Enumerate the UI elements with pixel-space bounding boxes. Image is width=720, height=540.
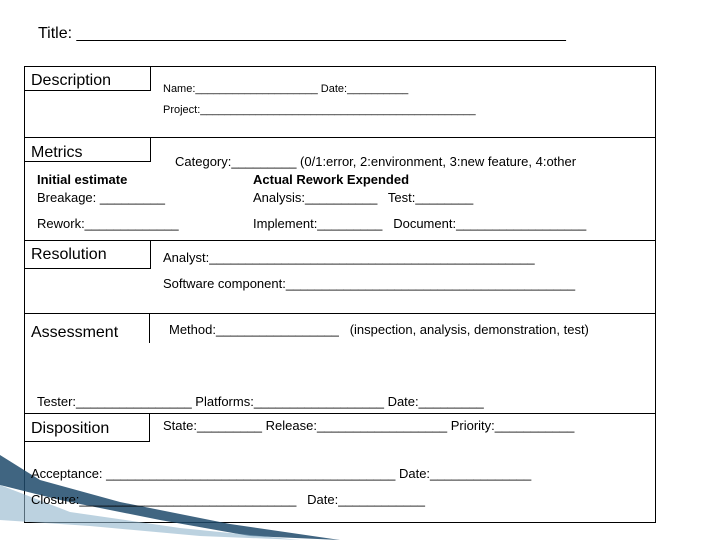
actual-rework-label: Actual Rework Expended [253, 172, 410, 187]
state-release-priority-field[interactable]: State:_________ Release:__________________ Priority:___________ [163, 418, 575, 433]
metrics-heading: Metrics [31, 144, 83, 161]
resolution-heading: Resolution [31, 246, 107, 263]
project-field[interactable]: Project:_____________________________________________ [163, 104, 476, 116]
rework-field[interactable]: Rework:_____________ [37, 216, 179, 231]
software-component-field[interactable]: Software component:________________________________________ [163, 276, 576, 291]
analyst-field[interactable]: Analyst:_____________________________________________ [163, 250, 535, 265]
disposition-heading-rule [149, 413, 150, 441]
initial-estimate-label: Initial estimate [37, 172, 128, 187]
method-field[interactable]: Method:_________________ (inspection, analysis, demonstration, test) [169, 322, 589, 337]
divider-resolution-assessment [24, 313, 655, 314]
analysis-test-field[interactable]: Analysis:__________ Test:________ [253, 190, 474, 205]
acceptance-field[interactable]: Acceptance: ________________________________________ Date:______________ [31, 466, 532, 481]
closure-field[interactable]: Closure:______________________________ Date:____________ [31, 492, 425, 507]
decorative-swoosh-graphic [0, 440, 340, 540]
category-field[interactable]: Category:_________ (0/1:error, 2:environment, 3:new feature, 4:other [175, 154, 577, 169]
divider-assessment-disposition [24, 413, 655, 414]
breakage-field[interactable]: Breakage: _________ [37, 190, 165, 205]
name-date-field[interactable]: Name:____________________ Date:__________ [163, 83, 409, 95]
assessment-heading: Assessment [31, 324, 119, 341]
implement-document-field[interactable]: Implement:_________ Document:__________________ [253, 216, 587, 231]
tester-platforms-date-field[interactable]: Tester:________________ Platforms:__________________ Date:_________ [37, 394, 484, 409]
assessment-heading-rule [149, 313, 150, 343]
form-title[interactable]: Title: _______________________________________________________ [38, 25, 566, 42]
disposition-heading: Disposition [31, 420, 110, 437]
description-heading: Description [31, 72, 112, 89]
